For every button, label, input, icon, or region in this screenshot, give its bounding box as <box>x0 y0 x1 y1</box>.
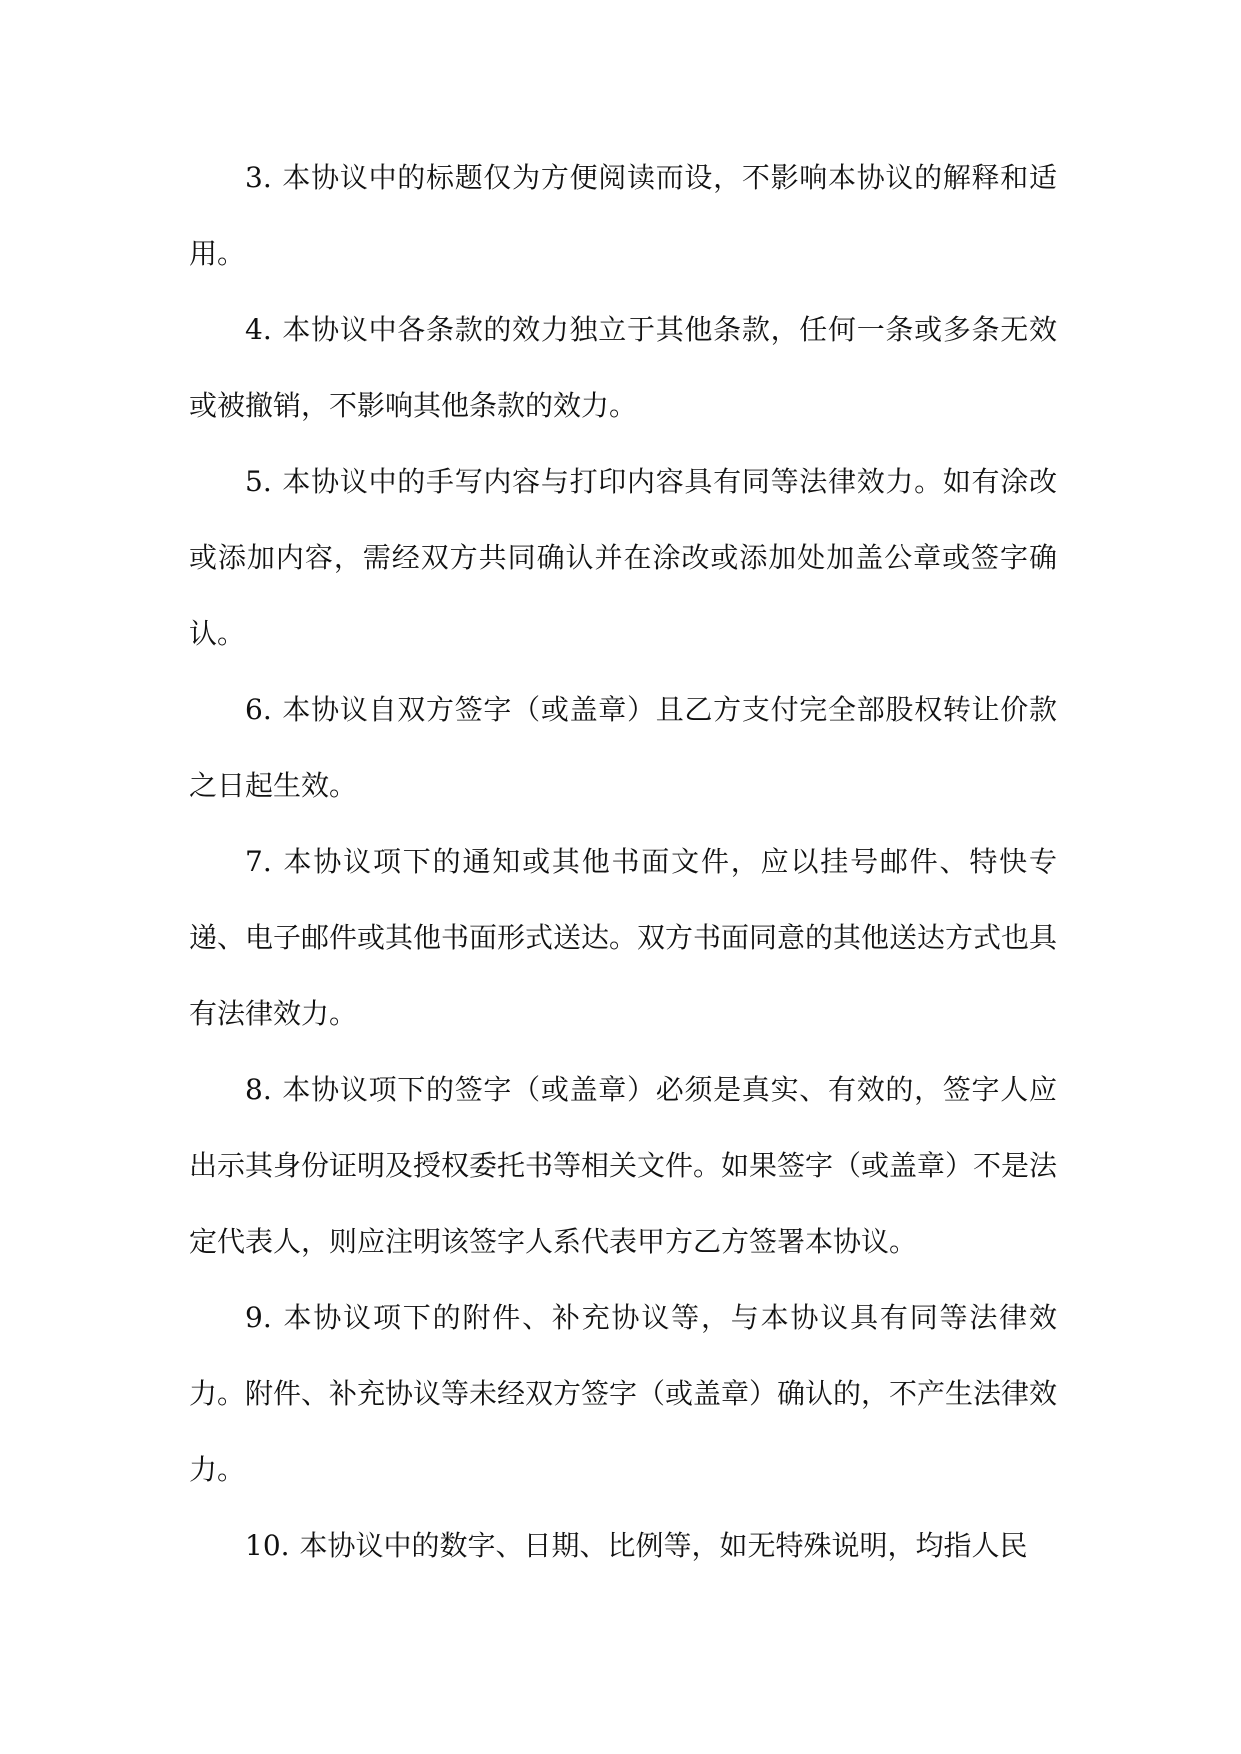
clause-number: 3. <box>245 161 272 194</box>
clause-6 <box>189 672 1057 824</box>
document-body <box>189 140 1057 1584</box>
clause-text: 本协议自双方签字（或盖章）且乙方支付完全部股权转让价款之日起生效。 <box>189 693 1057 802</box>
clause-5 <box>189 444 1057 672</box>
clause-text: 本协议中的数字、日期、比例等，如无特殊说明，均指人民 <box>299 1529 1028 1562</box>
clause-text: 本协议中的手写内容与打印内容具有同等法律效力。如有涂改或添加内容，需经双方共同确认并在涂改或添加处加盖公章或签字确认。 <box>189 465 1057 650</box>
clause-number: 4. <box>245 313 272 346</box>
clause-number: 9. <box>245 1301 272 1334</box>
clause-text: 本协议项下的附件、补充协议等，与本协议具有同等法律效力。附件、补充协议等未经双方签字（或盖章）确认的，不产生法律效力。 <box>189 1301 1058 1486</box>
clause-number: 8. <box>245 1073 272 1106</box>
clause-7 <box>189 824 1057 1052</box>
clause-4 <box>189 292 1057 444</box>
clause-10 <box>189 1508 1057 1584</box>
clause-number: 10. <box>245 1529 290 1562</box>
clause-text: 本协议项下的通知或其他书面文件，应以挂号邮件、特快专递、电子邮件或其他书面形式送达。双方书面同意的其他送达方式也具有法律效力。 <box>189 845 1058 1030</box>
clause-number: 5. <box>245 465 272 498</box>
clause-text: 本协议中的标题仅为方便阅读而设，不影响本协议的解释和适用。 <box>189 161 1057 270</box>
clause-number: 7. <box>245 845 272 878</box>
clause-8 <box>189 1052 1057 1280</box>
clause-text: 本协议中各条款的效力独立于其他条款，任何一条或多条无效或被撤销，不影响其他条款的效力。 <box>189 313 1057 422</box>
clause-text: 本协议项下的签字（或盖章）必须是真实、有效的，签字人应出示其身份证明及授权委托书等相关文件。如果签字（或盖章）不是法定代表人，则应注明该签字人系代表甲方乙方签署本协议。 <box>189 1073 1058 1258</box>
clause-number: 6. <box>245 693 272 726</box>
clause-9 <box>189 1280 1057 1508</box>
clause-3 <box>189 140 1057 292</box>
